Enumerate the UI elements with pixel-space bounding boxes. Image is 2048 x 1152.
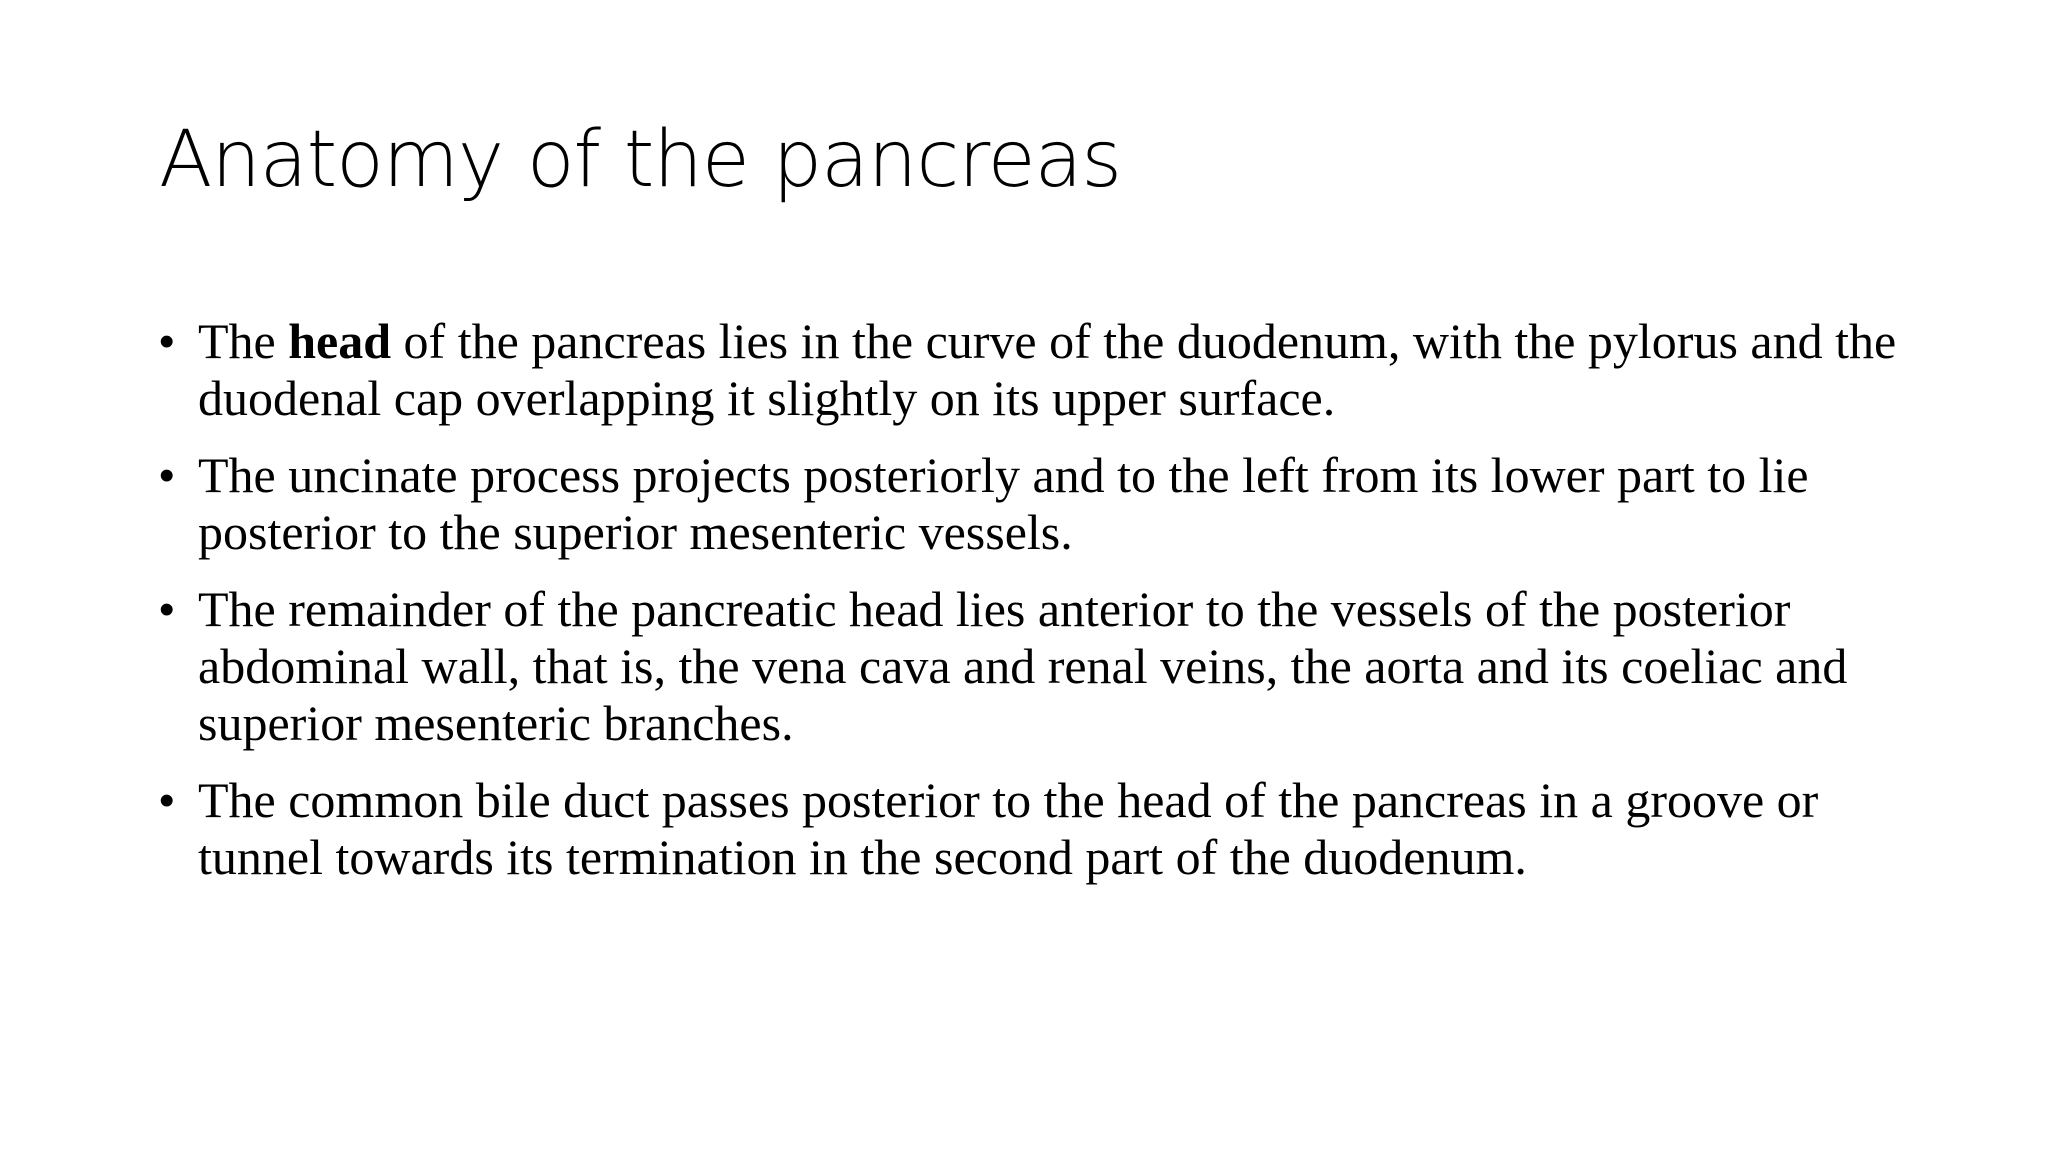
bullet-text-prefix: The <box>198 313 289 369</box>
bullet-text-bold-head: head <box>288 313 392 369</box>
bullet-item-bile-duct <box>159 772 1919 886</box>
bullet-icon: • <box>159 776 175 825</box>
bullet-icon: • <box>159 451 175 500</box>
bullet-item-remainder <box>159 581 1919 752</box>
bullet-text-suffix: of the pancreas lies in the curve of the duodenum, with the pylorus and the duodenal cap overlapping it slightly on its upper surface. <box>198 313 1897 426</box>
slide-title: Anatomy of the pancreas <box>159 115 1122 205</box>
bullet-icon: • <box>159 317 175 366</box>
bullet-list <box>159 313 1919 906</box>
bullet-text: The common bile duct passes posterior to the head of the pancreas in a groove or tunnel towards its termination in the second part of the duodenum. <box>198 772 1819 885</box>
bullet-icon: • <box>159 585 175 634</box>
bullet-item-uncinate <box>159 447 1919 561</box>
bullet-text: The remainder of the pancreatic head lies anterior to the vessels of the posterior abdominal wall, that is, the vena cava and renal veins, the aorta and its coeliac and superior mesenteric branches. <box>198 581 1848 751</box>
bullet-text: The uncinate process projects posteriorly and to the left from its lower part to lie posterior to the superior mesenteric vessels. <box>198 447 1809 560</box>
bullet-item-head <box>159 313 1919 427</box>
